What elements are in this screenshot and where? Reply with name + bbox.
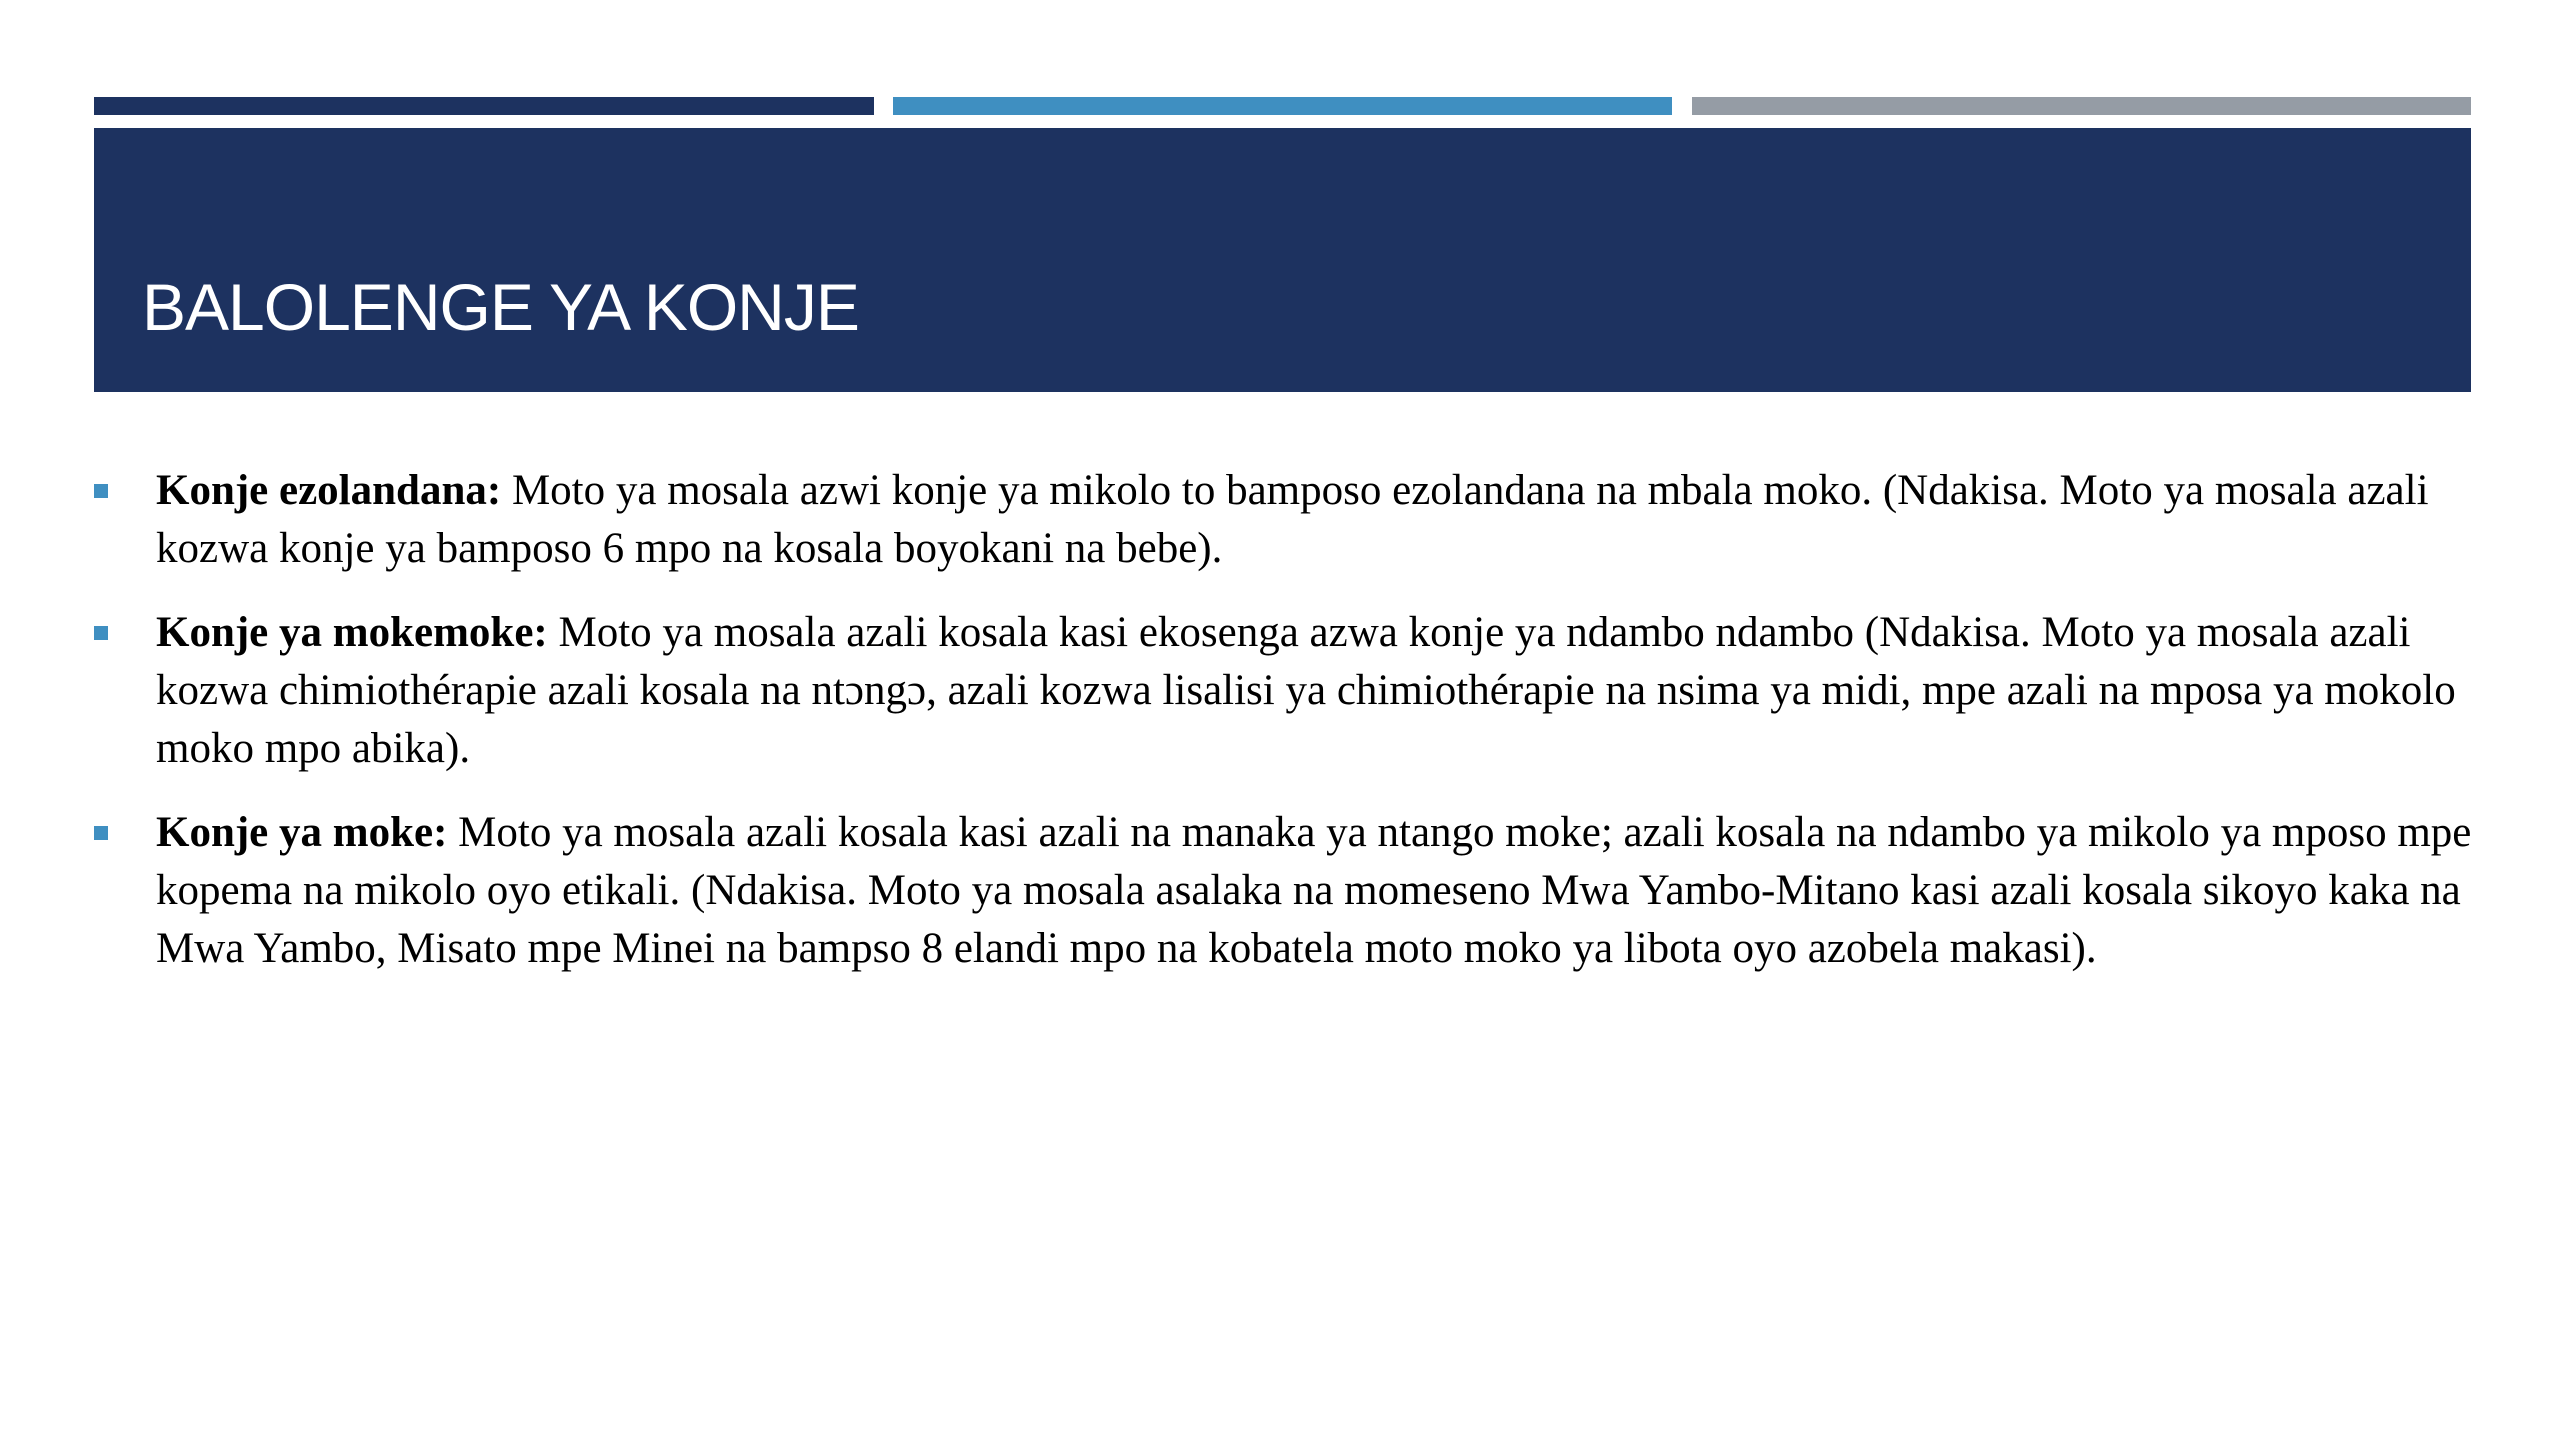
bullet-term: Konje ya mokemoke: [156, 609, 548, 656]
bullet-term: Konje ya moke: [156, 809, 448, 856]
accent-bar-gray [1692, 97, 2471, 115]
bullet-text: Moto ya mosala azali kosala kasi ekosenga azwa konje ya ndambo ndambo (Ndakisa. Moto ya mosala azali kozwa chimiothérapie azali kosala na ntɔngɔ, azali kozwa lisalisi ya chimiothérapie na nsima ya midi, mpe azali na mposa ya mokolo moko mpo abika). [156, 609, 2456, 772]
accent-bar-blue [893, 97, 1672, 115]
bullet-text: Moto ya mosala azwi konje ya mikolo to bamposo ezolandana na mbala moko. (Ndakisa. Moto ya mosala azali kozwa konje ya bamposo 6 mpo na kosala boyokani na bebe). [156, 467, 2429, 572]
bullet-text: Moto ya mosala azali kosala kasi azali na manaka ya ntango moke; azali kosala na ndambo ya mikolo ya mposo mpe kopema na mikolo oyo etikali. (Ndakisa. Moto ya mosala asalaka na momeseno Mwa Yambo-Mitano kasi azali kosala sikoyo kaka na Mwa Yambo, Misato mpe Minei na bampso 8 elandi mpo na kobatela moto moko ya libota oyo azobela makasi). [156, 809, 2472, 972]
bullet-item [94, 804, 2514, 978]
bullet-item [94, 604, 2514, 778]
bullet-item [94, 462, 2514, 578]
square-bullet-icon [94, 826, 108, 840]
bullet-list [94, 462, 2514, 1004]
square-bullet-icon [94, 626, 108, 640]
accent-bar-navy [94, 97, 874, 115]
title-band [94, 128, 2471, 392]
slide-title: BALOLENGE YA KONJE [142, 270, 859, 344]
square-bullet-icon [94, 484, 108, 498]
bullet-term: Konje ezolandana: [156, 467, 502, 514]
